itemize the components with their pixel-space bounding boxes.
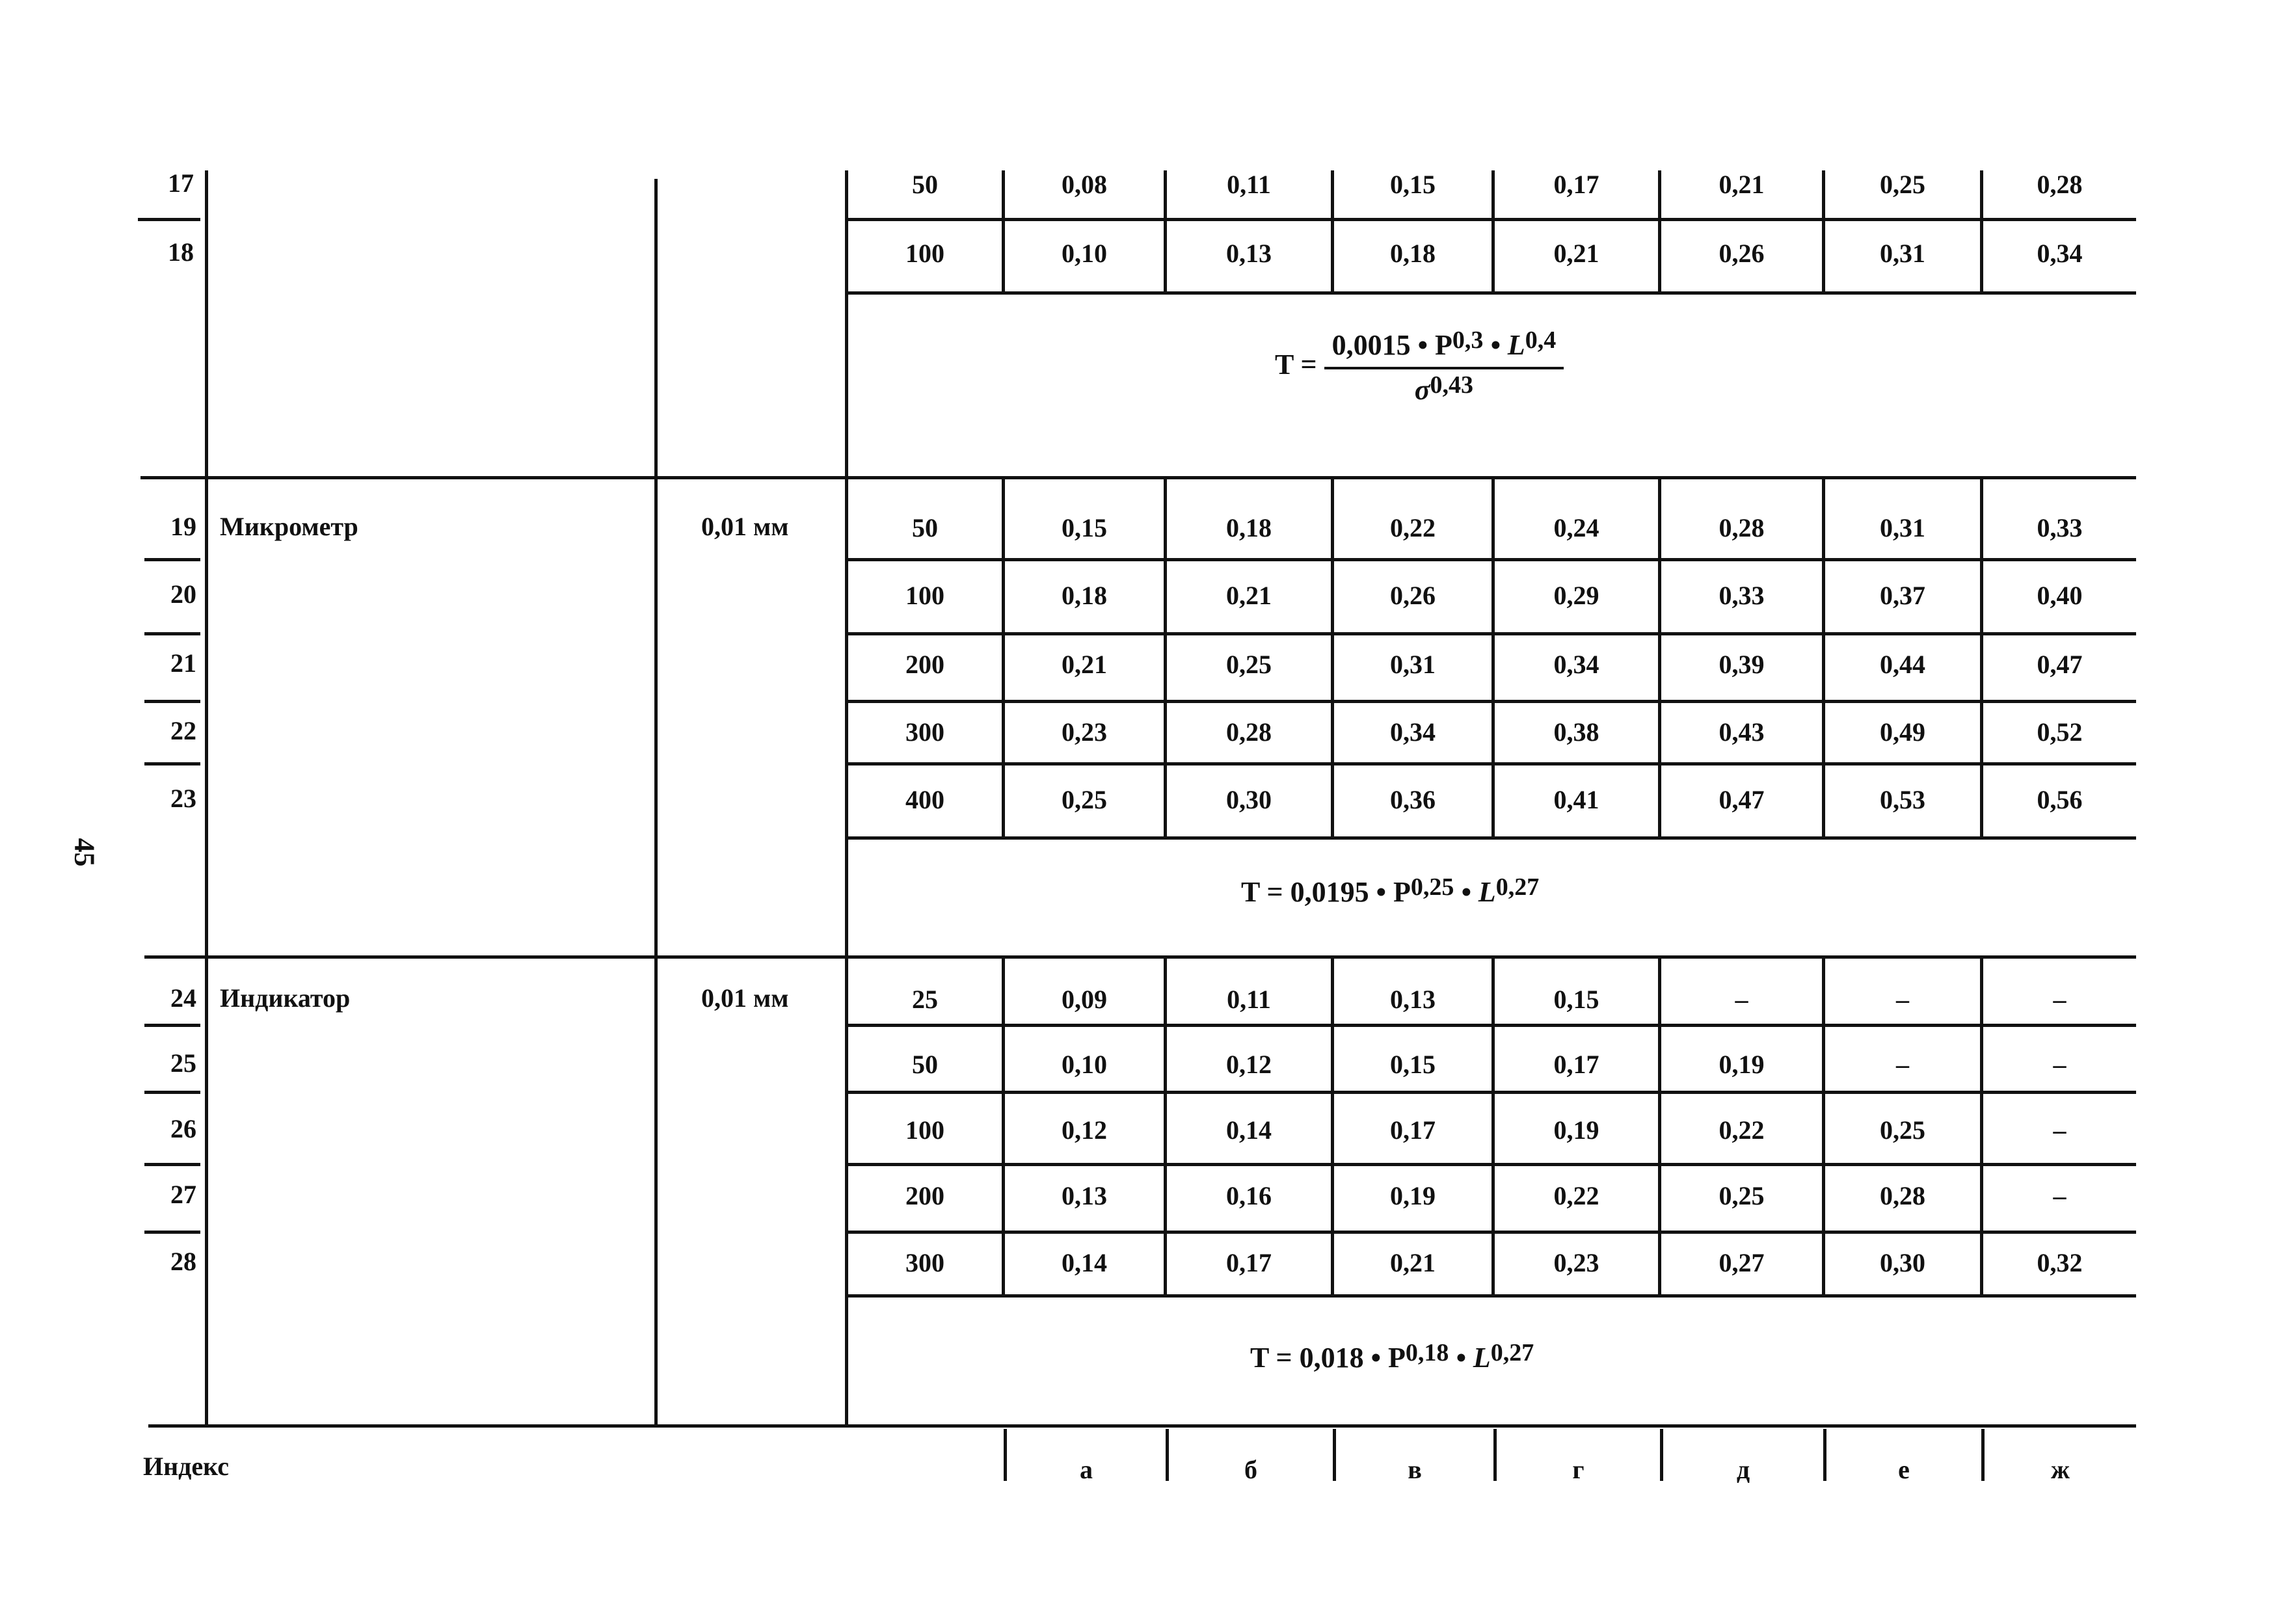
table-cell: 0,28 xyxy=(2037,170,2083,199)
hline xyxy=(144,1163,200,1166)
table-cell: 0,13 xyxy=(1390,985,1436,1014)
table-cell: 0,11 xyxy=(1227,985,1271,1014)
fraction-numerator xyxy=(1324,328,1564,367)
table-cell: 0,12 xyxy=(1062,1115,1107,1145)
table-cell: 0,30 xyxy=(1880,1248,1925,1277)
load-value: 100 xyxy=(905,1115,944,1145)
table-cell: 0,32 xyxy=(2037,1248,2083,1277)
table-cell: 0,49 xyxy=(1880,717,1925,747)
table-cell: 0,14 xyxy=(1226,1115,1272,1145)
hline xyxy=(845,632,2136,635)
load-value: 200 xyxy=(905,1181,944,1210)
table-cell: 0,14 xyxy=(1062,1248,1107,1277)
table-cell: 0,18 xyxy=(1390,239,1436,268)
load-value: 300 xyxy=(905,717,944,747)
formula-1 xyxy=(1275,328,1564,406)
exponent: 0,3 xyxy=(1452,326,1484,354)
table-cell: 0,08 xyxy=(1062,170,1107,199)
hline xyxy=(144,700,200,703)
table-cell: 0,31 xyxy=(1390,650,1436,679)
table-cell: 0,41 xyxy=(1553,785,1599,814)
table-cell: 0,25 xyxy=(1880,170,1925,199)
table-cell: 0,52 xyxy=(2037,717,2083,747)
instrument-name: Микрометр xyxy=(220,512,358,541)
table-cell: 0,34 xyxy=(2037,239,2083,268)
table-cell: 0,28 xyxy=(1226,717,1272,747)
table-cell: 0,21 xyxy=(1553,239,1599,268)
formula-lhs: T = xyxy=(1275,349,1317,381)
division-value: 0,01 мм xyxy=(701,983,789,1013)
section-divider xyxy=(144,955,2136,959)
index-letter: е xyxy=(1898,1455,1910,1484)
table-cell: 0,10 xyxy=(1062,1050,1107,1079)
table-cell: 0,30 xyxy=(1226,785,1272,814)
row-number: 28 xyxy=(170,1247,196,1276)
numerator-l: • L xyxy=(1490,329,1525,361)
row-number: 20 xyxy=(170,579,196,609)
row-number: 18 xyxy=(168,237,194,267)
hline xyxy=(845,1024,2136,1027)
index-letter: в xyxy=(1408,1455,1422,1484)
table-cell: 0,09 xyxy=(1062,985,1107,1014)
vline-number xyxy=(205,170,208,1426)
index-letter: д xyxy=(1736,1455,1750,1484)
load-value: 400 xyxy=(905,785,944,814)
hline xyxy=(845,700,2136,703)
table-cell: – xyxy=(2053,1050,2066,1079)
table-cell: 0,21 xyxy=(1719,170,1765,199)
table-cell: 0,24 xyxy=(1553,513,1599,542)
exponent: 0,18 xyxy=(1405,1339,1449,1366)
table-cell: 0,25 xyxy=(1880,1115,1925,1145)
hline xyxy=(845,762,2136,765)
table-cell: 0,47 xyxy=(1719,785,1765,814)
hline xyxy=(845,1091,2136,1094)
table-cell: 0,15 xyxy=(1390,170,1436,199)
table-cell: 0,15 xyxy=(1553,985,1599,1014)
load-value: 200 xyxy=(905,650,944,679)
hline xyxy=(144,558,200,561)
table-cell: 0,18 xyxy=(1062,581,1107,610)
table-cell: 0,29 xyxy=(1553,581,1599,610)
hline xyxy=(845,1163,2136,1166)
table-bottom-border xyxy=(148,1424,2136,1428)
table-cell: 0,17 xyxy=(1553,170,1599,199)
table-cell: – xyxy=(2053,985,2066,1014)
page-number: 45 xyxy=(68,838,101,867)
table-cell: 0,27 xyxy=(1719,1248,1765,1277)
formula-l: • L xyxy=(1456,1342,1491,1374)
table-cell: 0,21 xyxy=(1062,650,1107,679)
table-cell: 0,25 xyxy=(1719,1181,1765,1210)
table-cell: 0,23 xyxy=(1553,1248,1599,1277)
load-value: 100 xyxy=(905,581,944,610)
row-number: 27 xyxy=(170,1180,196,1209)
exponent: 0,27 xyxy=(1495,873,1540,901)
row-number: 17 xyxy=(168,168,194,198)
table-cell: 0,33 xyxy=(1719,581,1765,610)
hline xyxy=(138,218,200,221)
table-cell: 0,28 xyxy=(1880,1181,1925,1210)
table-cell: 0,18 xyxy=(1226,513,1272,542)
hline xyxy=(845,1294,2136,1298)
table-cell: 0,47 xyxy=(2037,650,2083,679)
table-cell: 0,44 xyxy=(1880,650,1925,679)
table-cell: 0,25 xyxy=(1062,785,1107,814)
table-cell: – xyxy=(2053,1181,2066,1210)
row-number: 25 xyxy=(170,1048,196,1078)
table-cell: 0,40 xyxy=(2037,581,2083,610)
formula-lhs: T = 0,018 • P xyxy=(1250,1342,1406,1374)
index-letter: г xyxy=(1572,1455,1585,1484)
table-cell: 0,22 xyxy=(1719,1115,1765,1145)
hline xyxy=(845,836,2136,840)
division-value: 0,01 мм xyxy=(701,512,789,541)
section-divider xyxy=(140,476,2136,479)
hline xyxy=(845,291,2136,295)
table-cell: 0,25 xyxy=(1226,650,1272,679)
load-value: 25 xyxy=(912,985,938,1014)
index-letter: ж xyxy=(2050,1455,2070,1484)
table-cell: 0,28 xyxy=(1719,513,1765,542)
hline xyxy=(144,762,200,765)
table-cell: 0,19 xyxy=(1390,1181,1436,1210)
table-cell: 0,15 xyxy=(1390,1050,1436,1079)
table-cell: – xyxy=(1735,985,1748,1014)
hline xyxy=(144,1231,200,1234)
table-cell: 0,31 xyxy=(1880,239,1925,268)
table-cell: 0,15 xyxy=(1062,513,1107,542)
denominator-sigma: σ xyxy=(1414,374,1430,406)
table-cell: – xyxy=(1896,1050,1909,1079)
table-cell: 0,13 xyxy=(1062,1181,1107,1210)
table-cell: 0,19 xyxy=(1719,1050,1765,1079)
row-number: 21 xyxy=(170,648,196,678)
table-cell: 0,36 xyxy=(1390,785,1436,814)
table-cell: – xyxy=(2053,1115,2066,1145)
numerator-coef: 0,0015 • P xyxy=(1331,329,1452,361)
table-cell: 0,16 xyxy=(1226,1181,1272,1210)
table-cell: 0,31 xyxy=(1880,513,1925,542)
formula-3 xyxy=(1250,1341,1534,1374)
table-cell: 0,17 xyxy=(1226,1248,1272,1277)
table-cell: 0,56 xyxy=(2037,785,2083,814)
exponent: 0,27 xyxy=(1490,1339,1534,1366)
table-cell: 0,26 xyxy=(1719,239,1765,268)
instrument-name: Индикатор xyxy=(220,983,351,1013)
row-number: 23 xyxy=(170,784,196,813)
table-cell: – xyxy=(1896,985,1909,1014)
table-cell: 0,21 xyxy=(1226,581,1272,610)
table-cell: 0,17 xyxy=(1390,1115,1436,1145)
row-number: 22 xyxy=(170,716,196,745)
table-cell: 0,12 xyxy=(1226,1050,1272,1079)
table-cell: 0,39 xyxy=(1719,650,1765,679)
table-cell: 0,22 xyxy=(1553,1181,1599,1210)
load-value: 50 xyxy=(912,170,938,199)
index-label: Индекс xyxy=(143,1452,229,1481)
table-cell: 0,23 xyxy=(1062,717,1107,747)
table-cell: 0,26 xyxy=(1390,581,1436,610)
hline xyxy=(845,1231,2136,1234)
row-number: 26 xyxy=(170,1114,196,1143)
table-cell: 0,34 xyxy=(1553,650,1599,679)
hline xyxy=(845,218,2136,221)
load-value: 100 xyxy=(905,239,944,268)
fraction-denominator xyxy=(1324,369,1564,406)
index-letter: а xyxy=(1080,1455,1093,1484)
table-cell: 0,17 xyxy=(1553,1050,1599,1079)
load-value: 50 xyxy=(912,1050,938,1079)
formula-l: • L xyxy=(1461,876,1496,908)
hline xyxy=(845,558,2136,561)
vline-name xyxy=(654,179,658,1426)
load-value: 50 xyxy=(912,513,938,542)
hline xyxy=(144,1024,200,1027)
row-number: 19 xyxy=(170,512,196,541)
table-cell: 0,53 xyxy=(1880,785,1925,814)
table-cell: 0,19 xyxy=(1553,1115,1599,1145)
table-cell: 0,37 xyxy=(1880,581,1925,610)
table-cell: 0,33 xyxy=(2037,513,2083,542)
row-number: 24 xyxy=(170,983,196,1013)
exponent: 0,4 xyxy=(1525,326,1557,354)
exponent: 0,25 xyxy=(1410,873,1454,901)
formula-lhs: T = 0,0195 • P xyxy=(1241,876,1411,908)
exponent: 0,43 xyxy=(1430,371,1474,399)
table-cell: 0,22 xyxy=(1390,513,1436,542)
load-value: 300 xyxy=(905,1248,944,1277)
table-cell: 0,43 xyxy=(1719,717,1765,747)
table-cell: 0,10 xyxy=(1062,239,1107,268)
table-cell: 0,21 xyxy=(1390,1248,1436,1277)
table-cell: 0,34 xyxy=(1390,717,1436,747)
table-cell: 0,38 xyxy=(1553,717,1599,747)
index-letter: б xyxy=(1244,1455,1257,1484)
hline xyxy=(144,1091,200,1094)
hline xyxy=(144,632,200,635)
table-cell: 0,13 xyxy=(1226,239,1272,268)
table-cell: 0,11 xyxy=(1227,170,1271,199)
formula-fraction xyxy=(1324,328,1564,406)
formula-2 xyxy=(1241,875,1539,909)
